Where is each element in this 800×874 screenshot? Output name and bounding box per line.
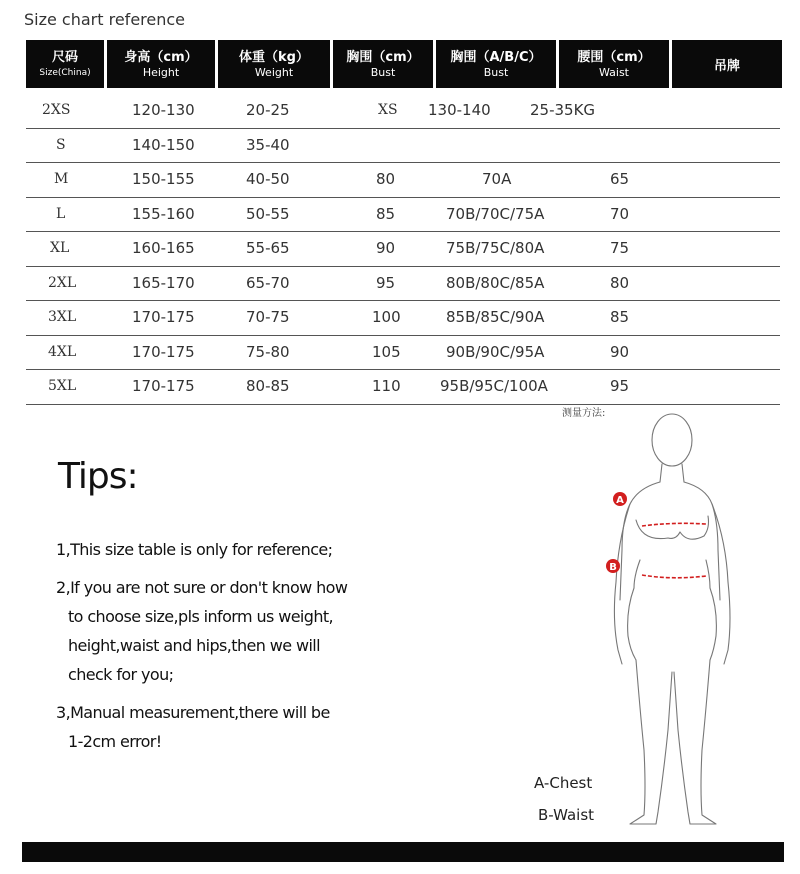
cell-size: S bbox=[56, 136, 66, 153]
cell-size: M bbox=[54, 171, 69, 187]
tip-3-line-1: 3,Manual measurement,there will be bbox=[56, 703, 330, 722]
cell-bust-cm: 80 bbox=[376, 170, 396, 188]
tip-2-line-2: to choose size,pls inform us weight, bbox=[68, 607, 334, 626]
table-row bbox=[26, 301, 780, 336]
cell-weight: 75-80 bbox=[246, 342, 290, 361]
tip-2-line-4: check for you; bbox=[68, 665, 174, 684]
cell-waist: 75 bbox=[610, 239, 630, 257]
header-bust-cup bbox=[436, 40, 556, 88]
cell-height: 155-160 bbox=[132, 204, 195, 223]
cell-weight: 35-40 bbox=[246, 135, 290, 154]
header-size-zh: 尺码 bbox=[51, 49, 78, 65]
measure-method-label: 测量方法: bbox=[562, 408, 606, 419]
cell-height: 140-150 bbox=[132, 135, 195, 154]
table-row bbox=[26, 163, 780, 198]
cell-bust-cup: 90B/90C/95A bbox=[446, 342, 545, 361]
header-waist bbox=[559, 40, 669, 88]
cell-size: 3XL bbox=[48, 309, 77, 325]
cell-size: 5XL bbox=[48, 378, 77, 394]
cell-bust-cup: 130-140 bbox=[428, 101, 491, 119]
cell-weight: 50-55 bbox=[246, 204, 290, 223]
cell-height: 160-165 bbox=[132, 239, 195, 257]
header-weight-zh: 体重（kg） bbox=[239, 49, 309, 65]
bottom-bar bbox=[22, 842, 784, 862]
header-bust-cup-en: Bust bbox=[483, 65, 509, 79]
legend-waist: B-Waist bbox=[538, 806, 595, 824]
cell-waist: 90 bbox=[610, 342, 630, 361]
cell-size: 2XL bbox=[48, 274, 77, 291]
header-bust-cm-zh: 胸围（cm） bbox=[346, 49, 420, 65]
tip-2-line-3: height,waist and hips,then we will bbox=[68, 636, 320, 655]
cell-height: 170-175 bbox=[132, 377, 195, 395]
header-tag bbox=[672, 40, 782, 88]
table-row bbox=[26, 370, 780, 405]
cell-height: 170-175 bbox=[132, 342, 195, 361]
cell-weight: 40-50 bbox=[246, 170, 290, 188]
waist-measure-line bbox=[642, 575, 706, 578]
cell-waist: 65 bbox=[610, 170, 630, 188]
cell-weight: 80-85 bbox=[246, 377, 290, 395]
marker-b-text: B bbox=[609, 562, 617, 573]
tip-1: 1,This size table is only for reference; bbox=[56, 540, 333, 559]
cell-bust-cup: 95B/95C/100A bbox=[440, 377, 548, 395]
cell-height: 120-130 bbox=[132, 101, 195, 119]
table-row bbox=[26, 336, 780, 371]
legend-chest: A-Chest bbox=[534, 774, 593, 792]
header-waist-zh: 腰围（cm） bbox=[577, 49, 651, 65]
cell-size: 4XL bbox=[48, 343, 77, 360]
cell-height: 150-155 bbox=[132, 170, 195, 188]
size-table bbox=[26, 94, 780, 405]
header-height-zh: 身高（cm） bbox=[124, 49, 198, 65]
cell-height: 165-170 bbox=[132, 273, 195, 292]
cell-waist: 80 bbox=[610, 273, 630, 292]
cell-size: 2XS bbox=[42, 102, 71, 118]
header-height bbox=[107, 40, 215, 88]
header-bust-cm-en: Bust bbox=[370, 65, 396, 79]
cell-bust-cm: 90 bbox=[376, 239, 396, 257]
body-measurement-figure bbox=[560, 410, 760, 835]
cell-waist: 95 bbox=[610, 377, 630, 395]
header-tag-zh: 吊牌 bbox=[713, 58, 740, 74]
header-height-en: Height bbox=[142, 65, 180, 79]
table-row bbox=[26, 267, 780, 302]
cell-bust-cm: XS bbox=[378, 102, 398, 118]
page-title: Size chart reference bbox=[24, 10, 186, 29]
cell-size: XL bbox=[50, 240, 70, 256]
table-row bbox=[26, 129, 780, 164]
cell-weight: 70-75 bbox=[246, 308, 290, 326]
cell-bust-cm: 85 bbox=[376, 204, 396, 223]
cell-bust-cup: 75B/75C/80A bbox=[446, 239, 545, 257]
table-row bbox=[26, 232, 780, 267]
header-size bbox=[26, 40, 104, 88]
tip-3-line-2: 1-2cm error! bbox=[68, 732, 162, 751]
cell-bust-cup: 70A bbox=[482, 170, 512, 188]
cell-weight: 20-25 bbox=[246, 101, 290, 119]
header-size-en: Size(China) bbox=[39, 67, 91, 78]
table-row bbox=[26, 94, 780, 129]
tips-title: Tips: bbox=[58, 456, 138, 497]
header-weight-en: Weight bbox=[254, 65, 294, 79]
cell-height: 170-175 bbox=[132, 308, 195, 326]
cell-bust-cup: 80B/80C/85A bbox=[446, 273, 545, 292]
header-bust-cm bbox=[333, 40, 433, 88]
body-outline bbox=[614, 414, 730, 824]
cell-bust-cm: 105 bbox=[372, 342, 401, 361]
cell-waist: 70 bbox=[610, 204, 630, 223]
cell-bust-cm: 95 bbox=[376, 273, 396, 292]
cell-bust-cup: 85B/85C/90A bbox=[446, 308, 545, 326]
cell-weight: 65-70 bbox=[246, 273, 290, 292]
cell-waist: 85 bbox=[610, 308, 630, 326]
header-weight bbox=[218, 40, 330, 88]
header-bust-cup-zh: 胸围（A/B/C） bbox=[450, 49, 542, 65]
table-row bbox=[26, 198, 780, 233]
header-waist-en: Waist bbox=[598, 65, 629, 79]
marker-a-text: A bbox=[616, 495, 624, 506]
cell-bust-cm: 100 bbox=[372, 308, 401, 326]
cell-size: L bbox=[56, 205, 66, 222]
chest-measure-line bbox=[642, 523, 706, 526]
cell-bust-cm: 110 bbox=[372, 377, 401, 395]
cell-waist: 25-35KG bbox=[530, 101, 596, 119]
cell-weight: 55-65 bbox=[246, 239, 290, 257]
tip-2-line-1: 2,If you are not sure or don't know how bbox=[56, 578, 348, 597]
cell-bust-cup: 70B/70C/75A bbox=[446, 204, 545, 223]
